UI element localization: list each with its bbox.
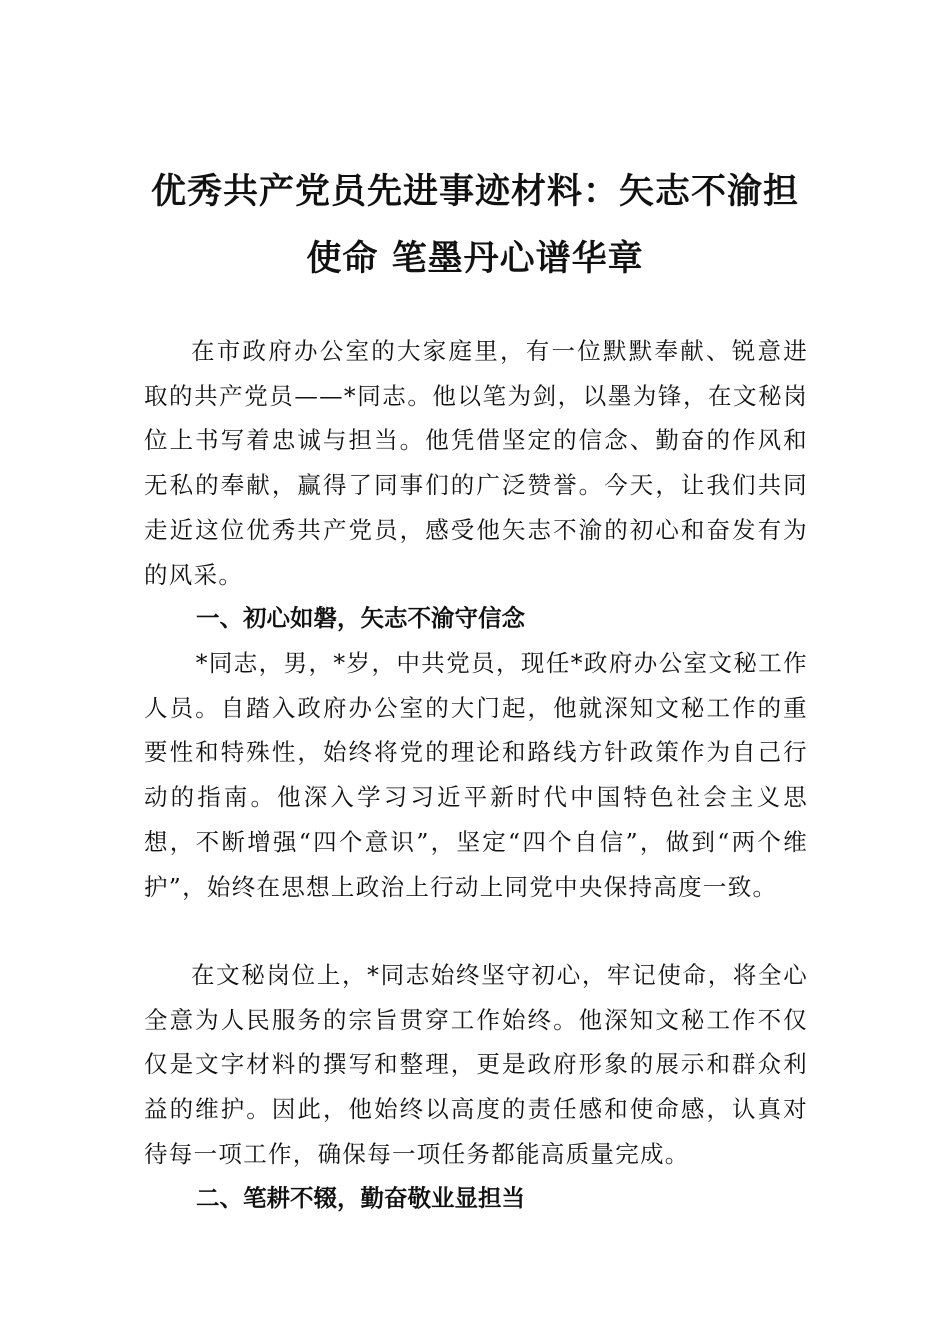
document-title-line-1: 优秀共产党员先进事迹材料：矢志不渝担: [150, 171, 799, 212]
section-2-heading: 二、笔耕不辍，勤奋敬业显担当: [196, 1184, 525, 1212]
section-1-paragraph-1: *同志，男，*岁，中共党员，现任*政府办公室文秘工作人员。自踏入政府办公室的大门起，他就深知文秘工作的重要性和特殊性，始终将党的理论和路线方针政策作为自己行动的指南。他深入学习习近平新时代中国特色社会主义思想，不断增强“四个意识”，坚定“四个自信”，做到“两个维护”，始终在思想上政治上行动上同党中央保持高度一致。: [144, 649, 808, 901]
section-1-paragraph-2: 在文秘岗位上，*同志始终坚守初心，牢记使命，将全心全意为人民服务的宗旨贯穿工作始终。他深知文秘工作不仅仅是文字材料的撰写和整理，更是政府形象的展示和群众利益的维护。因此，他始终以高度的责任感和使命感，认真对待每一项工作，确保每一项任务都能高质量完成。: [144, 961, 808, 1168]
section-1-heading: 一、初心如磐，矢志不渝守信念: [196, 604, 525, 632]
intro-paragraph: 在市政府办公室的大家庭里，有一位默默奉献、锐意进取的共产党员——*同志。他以笔为剑，以墨为锋，在文秘岗位上书写着忠诚与担当。他凭借坚定的信念、勤奋的作风和无私的奉献，赢得了同事们的广泛赞誉。今天，让我们共同走近这位优秀共产党员，感受他矢志不渝的初心和奋发有为的风采。: [144, 337, 808, 589]
document-title-line-2: 使命 笔墨丹心谱华章: [306, 238, 644, 279]
